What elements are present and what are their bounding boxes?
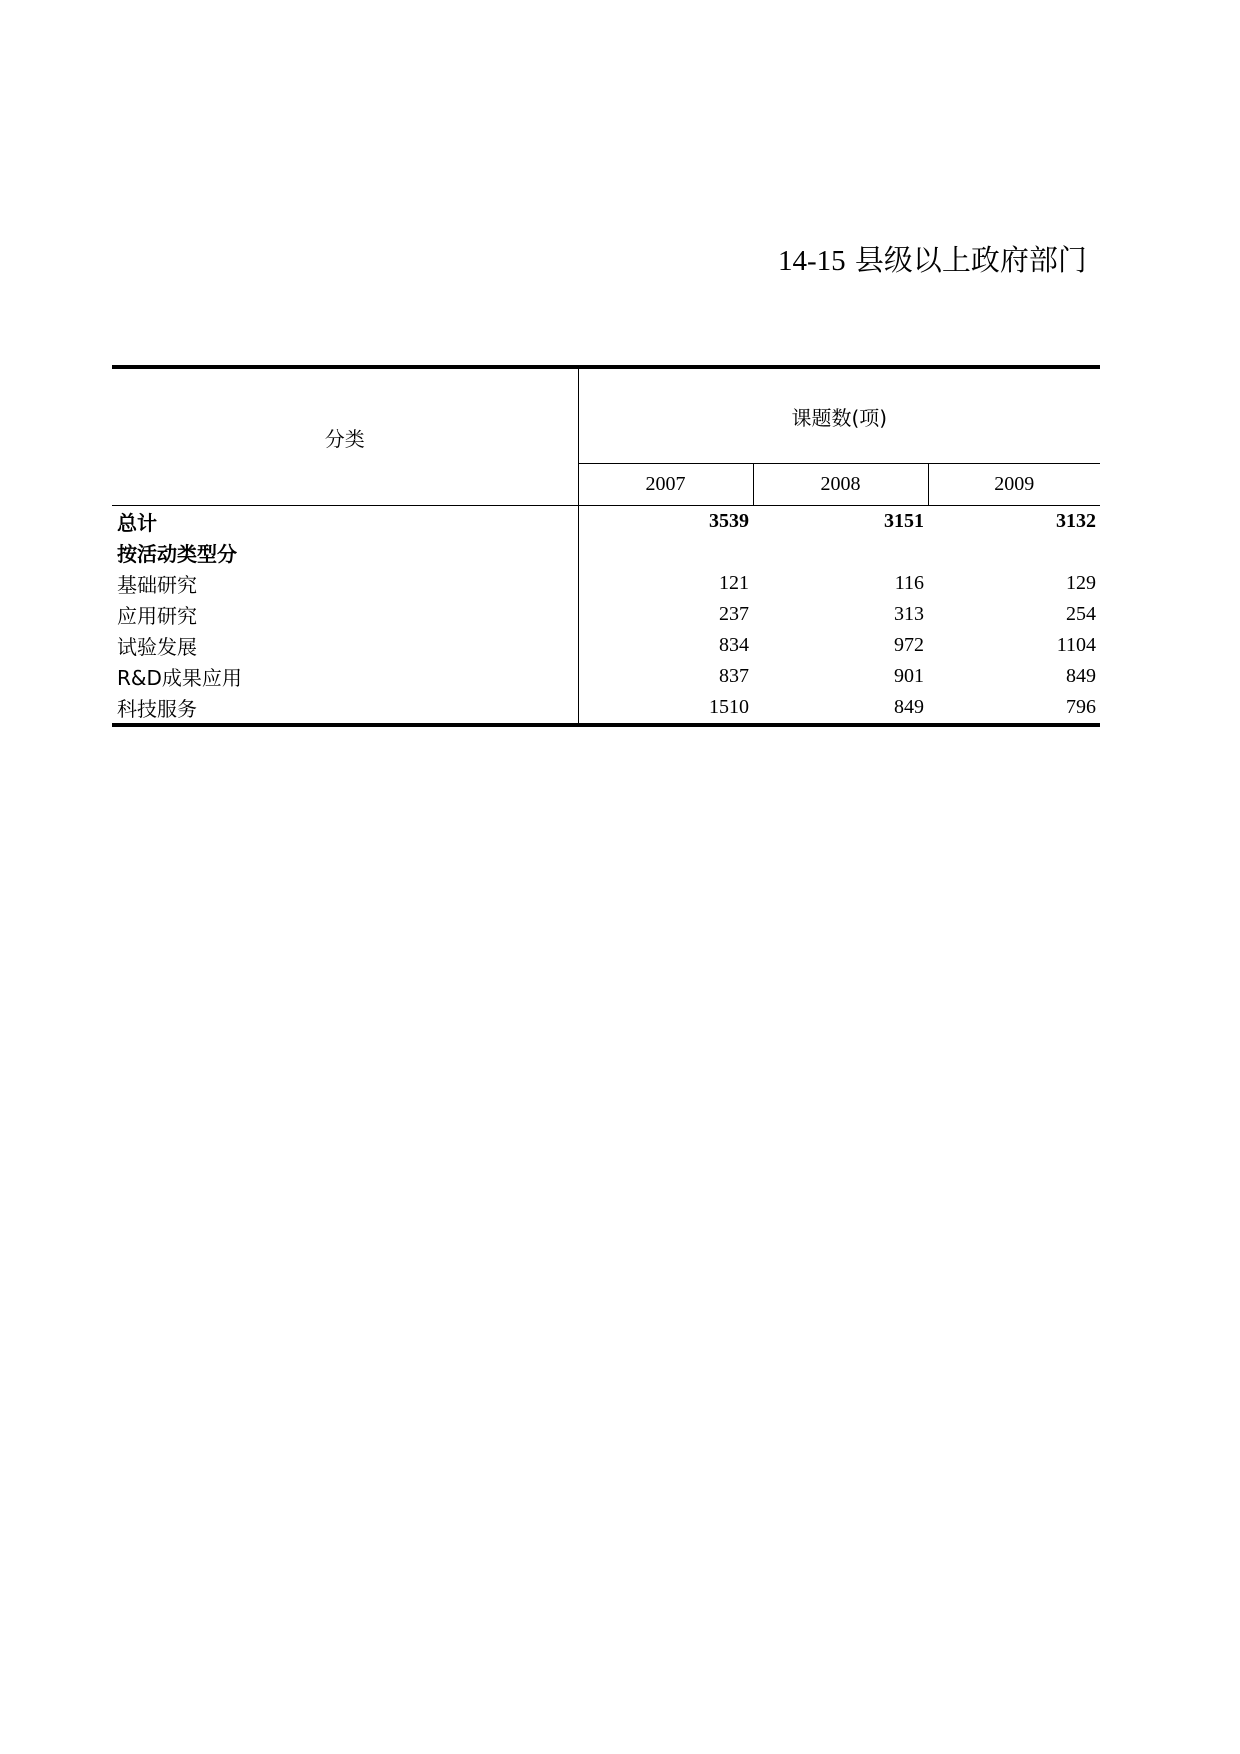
table-row bbox=[112, 599, 1100, 630]
cell-value-2009: 849 bbox=[1066, 665, 1097, 687]
cell-value-2007: 1510 bbox=[578, 692, 753, 725]
cell-value-2009 bbox=[928, 537, 1100, 568]
statistics-table-container bbox=[112, 365, 1100, 727]
cell-value-2009: 254 bbox=[1066, 603, 1097, 625]
page-title bbox=[778, 238, 1100, 282]
year-header-2008: 2008 bbox=[753, 464, 928, 506]
cell-value-2008: 972 bbox=[894, 634, 924, 656]
row-label: 应用研究 bbox=[112, 599, 578, 630]
cell-value-2008: 116 bbox=[894, 572, 924, 594]
row-label: 按活动类型分 bbox=[112, 537, 578, 568]
cell-value-2007 bbox=[578, 537, 753, 568]
cell-value-2009: 796 bbox=[928, 692, 1100, 725]
cell-value-2008 bbox=[753, 537, 928, 568]
cell-value-2008: 849 bbox=[753, 692, 928, 725]
cell-value-2009: 1104 bbox=[1056, 634, 1097, 656]
project-count-header: 课题数(项) bbox=[578, 367, 1100, 464]
row-label: 基础研究 bbox=[112, 568, 578, 599]
cell-value-2009: 129 bbox=[1066, 572, 1097, 594]
table-number: 14-15 bbox=[778, 245, 846, 277]
header-row-group bbox=[112, 367, 1100, 464]
year-header-2007: 2007 bbox=[578, 464, 753, 506]
row-label: 科技服务 bbox=[112, 692, 578, 725]
table-title-text: 县级以上政府部门 bbox=[854, 243, 1087, 277]
statistics-table bbox=[112, 365, 1100, 727]
cell-value-2007: 3539 bbox=[709, 510, 749, 532]
cell-value-2008: 901 bbox=[894, 665, 924, 687]
cell-value-2008: 313 bbox=[894, 603, 924, 625]
row-label: R&D成果应用 bbox=[112, 661, 578, 692]
year-header-2009: 2009 bbox=[928, 464, 1100, 506]
table-row bbox=[112, 537, 1100, 568]
row-label: 试验发展 bbox=[112, 630, 578, 661]
row-label: 总计 bbox=[112, 506, 578, 538]
table-row bbox=[112, 568, 1100, 599]
cell-value-2009: 3132 bbox=[1056, 510, 1097, 532]
table-body bbox=[112, 506, 1100, 726]
cell-value-2008: 3151 bbox=[884, 510, 924, 532]
table-row bbox=[112, 630, 1100, 661]
category-column-header: 分类 bbox=[112, 367, 578, 506]
table-row bbox=[112, 692, 1100, 725]
table-row bbox=[112, 506, 1100, 538]
cell-value-2007: 834 bbox=[719, 634, 749, 656]
cell-value-2007: 837 bbox=[719, 665, 749, 687]
cell-value-2007: 237 bbox=[719, 603, 749, 625]
cell-value-2007: 121 bbox=[719, 572, 749, 594]
table-row bbox=[112, 661, 1100, 692]
